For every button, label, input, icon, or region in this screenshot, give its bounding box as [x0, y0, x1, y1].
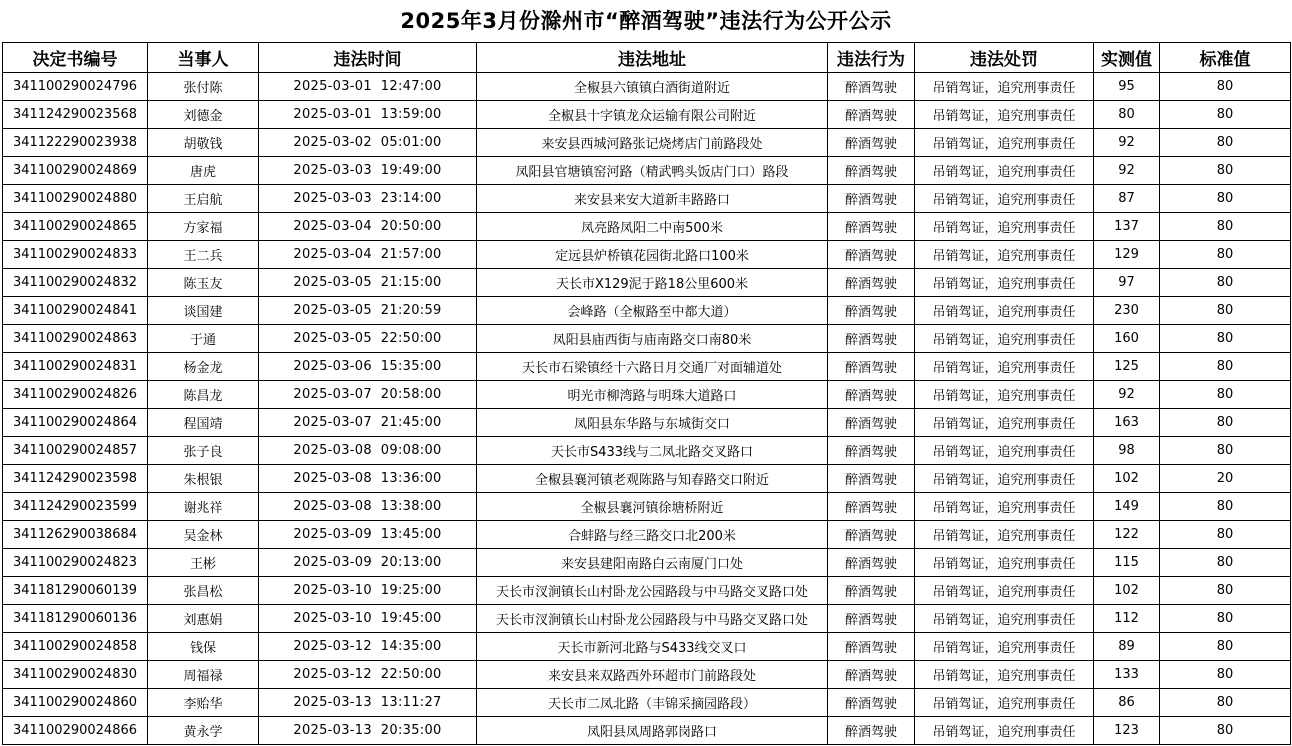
- cell-penalty: 吊销驾证，追究刑事责任: [915, 409, 1094, 437]
- cell-violation-time: 2025-03-03 23:14:00: [259, 185, 477, 213]
- cell-measured-value: 87: [1094, 185, 1160, 213]
- cell-violation-time: 2025-03-04 20:50:00: [259, 213, 477, 241]
- cell-standard-value: 80: [1160, 381, 1291, 409]
- cell-penalty: 吊销驾证，追究刑事责任: [915, 297, 1094, 325]
- cell-penalty: 吊销驾证，追究刑事责任: [915, 661, 1094, 689]
- cell-violation-time: 2025-03-03 19:49:00: [259, 157, 477, 185]
- cell-party: 张付陈: [148, 73, 259, 101]
- cell-party: 李贻华: [148, 689, 259, 717]
- cell-party: 刘德金: [148, 101, 259, 129]
- cell-standard-value: 80: [1160, 353, 1291, 381]
- cell-violation-time: 2025-03-08 09:08:00: [259, 437, 477, 465]
- cell-violation-act: 醉酒驾驶: [828, 717, 915, 745]
- cell-violation-address: 凤亮路凤阳二中南500米: [477, 213, 828, 241]
- cell-violation-address: 天长市S433线与二凤北路交叉路口: [477, 437, 828, 465]
- table-row: [3, 661, 1291, 689]
- cell-violation-time: 2025-03-05 22:50:00: [259, 325, 477, 353]
- cell-measured-value: 86: [1094, 689, 1160, 717]
- cell-measured-value: 160: [1094, 325, 1160, 353]
- cell-party: 吴金林: [148, 521, 259, 549]
- cell-penalty: 吊销驾证，追究刑事责任: [915, 353, 1094, 381]
- cell-measured-value: 89: [1094, 633, 1160, 661]
- cell-violation-time: 2025-03-04 21:57:00: [259, 241, 477, 269]
- cell-violation-time: 2025-03-02 05:01:00: [259, 129, 477, 157]
- cell-decision-number: 341100290024858: [3, 633, 148, 661]
- cell-standard-value: 80: [1160, 101, 1291, 129]
- cell-measured-value: 112: [1094, 605, 1160, 633]
- cell-violation-time: 2025-03-10 19:45:00: [259, 605, 477, 633]
- cell-violation-act: 醉酒驾驶: [828, 241, 915, 269]
- cell-decision-number: 341100290024863: [3, 325, 148, 353]
- cell-measured-value: 125: [1094, 353, 1160, 381]
- cell-violation-act: 醉酒驾驶: [828, 409, 915, 437]
- cell-party: 谢兆祥: [148, 493, 259, 521]
- cell-measured-value: 92: [1094, 129, 1160, 157]
- cell-measured-value: 92: [1094, 157, 1160, 185]
- cell-violation-address: 定远县炉桥镇花园街北路口100米: [477, 241, 828, 269]
- cell-standard-value: 80: [1160, 493, 1291, 521]
- cell-party: 张昌松: [148, 577, 259, 605]
- cell-violation-address: 凤阳县官塘镇窑河路（精武鸭头饭店门口）路段: [477, 157, 828, 185]
- cell-decision-number: 341100290024841: [3, 297, 148, 325]
- table-row: [3, 381, 1291, 409]
- cell-party: 谈国建: [148, 297, 259, 325]
- cell-party: 陈昌龙: [148, 381, 259, 409]
- cell-standard-value: 80: [1160, 269, 1291, 297]
- cell-decision-number: 341126290038684: [3, 521, 148, 549]
- cell-violation-address: 来安县来安大道新丰路路口: [477, 185, 828, 213]
- cell-violation-act: 醉酒驾驶: [828, 325, 915, 353]
- cell-violation-act: 醉酒驾驶: [828, 493, 915, 521]
- cell-standard-value: 80: [1160, 325, 1291, 353]
- table-row: [3, 73, 1291, 101]
- column-header-violation-address: 违法地址: [477, 43, 828, 73]
- cell-measured-value: 149: [1094, 493, 1160, 521]
- cell-violation-time: 2025-03-09 20:13:00: [259, 549, 477, 577]
- cell-penalty: 吊销驾证，追究刑事责任: [915, 437, 1094, 465]
- cell-penalty: 吊销驾证，追究刑事责任: [915, 101, 1094, 129]
- cell-violation-time: 2025-03-08 13:38:00: [259, 493, 477, 521]
- cell-violation-time: 2025-03-06 15:35:00: [259, 353, 477, 381]
- cell-party: 王启航: [148, 185, 259, 213]
- cell-violation-act: 醉酒驾驶: [828, 213, 915, 241]
- cell-standard-value: 80: [1160, 129, 1291, 157]
- table-row: [3, 101, 1291, 129]
- cell-standard-value: 80: [1160, 717, 1291, 745]
- cell-violation-time: 2025-03-12 14:35:00: [259, 633, 477, 661]
- cell-measured-value: 97: [1094, 269, 1160, 297]
- cell-violation-address: 天长市X129泥于路18公里600米: [477, 269, 828, 297]
- cell-violation-address: 全椒县六镇镇白酒街道附近: [477, 73, 828, 101]
- cell-measured-value: 129: [1094, 241, 1160, 269]
- table-row: [3, 633, 1291, 661]
- table-row: [3, 157, 1291, 185]
- cell-violation-address: 天长市二凤北路（丰锦采摘园路段）: [477, 689, 828, 717]
- cell-penalty: 吊销驾证，追究刑事责任: [915, 549, 1094, 577]
- cell-party: 刘惠娟: [148, 605, 259, 633]
- cell-violation-address: 来安县建阳南路白云南厦门口处: [477, 549, 828, 577]
- cell-measured-value: 123: [1094, 717, 1160, 745]
- cell-violation-time: 2025-03-13 13:11:27: [259, 689, 477, 717]
- cell-violation-act: 醉酒驾驶: [828, 73, 915, 101]
- cell-measured-value: 122: [1094, 521, 1160, 549]
- cell-violation-address: 天长市汊涧镇长山村卧龙公园路段与中马路交叉路口处: [477, 605, 828, 633]
- cell-violation-time: 2025-03-01 13:59:00: [259, 101, 477, 129]
- table-body: [3, 73, 1291, 745]
- cell-decision-number: 341181290060136: [3, 605, 148, 633]
- cell-standard-value: 80: [1160, 185, 1291, 213]
- cell-decision-number: 341100290024826: [3, 381, 148, 409]
- cell-violation-act: 醉酒驾驶: [828, 605, 915, 633]
- cell-standard-value: 80: [1160, 521, 1291, 549]
- cell-standard-value: 80: [1160, 437, 1291, 465]
- cell-standard-value: 20: [1160, 465, 1291, 493]
- column-header-penalty: 违法处罚: [915, 43, 1094, 73]
- cell-standard-value: 80: [1160, 241, 1291, 269]
- cell-violation-time: 2025-03-05 21:15:00: [259, 269, 477, 297]
- cell-violation-address: 凤阳县庙西街与庙南路交口南80米: [477, 325, 828, 353]
- cell-violation-address: 凤阳县凤周路郭岗路口: [477, 717, 828, 745]
- cell-violation-address: 全椒县十字镇龙众运输有限公司附近: [477, 101, 828, 129]
- cell-party: 方家福: [148, 213, 259, 241]
- cell-decision-number: 341124290023598: [3, 465, 148, 493]
- cell-standard-value: 80: [1160, 409, 1291, 437]
- cell-violation-act: 醉酒驾驶: [828, 185, 915, 213]
- column-header-measured-value: 实测值: [1094, 43, 1160, 73]
- cell-violation-act: 醉酒驾驶: [828, 157, 915, 185]
- cell-penalty: 吊销驾证，追究刑事责任: [915, 157, 1094, 185]
- cell-measured-value: 102: [1094, 577, 1160, 605]
- table-row: [3, 297, 1291, 325]
- cell-violation-time: 2025-03-12 22:50:00: [259, 661, 477, 689]
- cell-violation-act: 醉酒驾驶: [828, 129, 915, 157]
- table-row: [3, 129, 1291, 157]
- cell-violation-act: 醉酒驾驶: [828, 521, 915, 549]
- table-row: [3, 493, 1291, 521]
- cell-decision-number: 341100290024832: [3, 269, 148, 297]
- cell-standard-value: 80: [1160, 633, 1291, 661]
- table-row: [3, 605, 1291, 633]
- cell-penalty: 吊销驾证，追究刑事责任: [915, 241, 1094, 269]
- cell-measured-value: 230: [1094, 297, 1160, 325]
- cell-violation-act: 醉酒驾驶: [828, 577, 915, 605]
- cell-violation-address: 全椒县襄河镇徐塘桥附近: [477, 493, 828, 521]
- cell-measured-value: 133: [1094, 661, 1160, 689]
- cell-standard-value: 80: [1160, 605, 1291, 633]
- cell-violation-time: 2025-03-07 20:58:00: [259, 381, 477, 409]
- cell-standard-value: 80: [1160, 577, 1291, 605]
- cell-violation-address: 明光市柳湾路与明珠大道路口: [477, 381, 828, 409]
- column-header-party: 当事人: [148, 43, 259, 73]
- table-row: [3, 689, 1291, 717]
- cell-violation-address: 凤阳县东华路与东城街交口: [477, 409, 828, 437]
- cell-penalty: 吊销驾证，追究刑事责任: [915, 493, 1094, 521]
- cell-penalty: 吊销驾证，追究刑事责任: [915, 605, 1094, 633]
- cell-violation-time: 2025-03-09 13:45:00: [259, 521, 477, 549]
- cell-violation-address: 来安县西城河路张记烧烤店门前路段处: [477, 129, 828, 157]
- violations-table: [2, 42, 1291, 745]
- column-header-decision-number: 决定书编号: [3, 43, 148, 73]
- cell-penalty: 吊销驾证，追究刑事责任: [915, 73, 1094, 101]
- cell-penalty: 吊销驾证，追究刑事责任: [915, 633, 1094, 661]
- cell-standard-value: 80: [1160, 157, 1291, 185]
- cell-violation-address: 天长市石梁镇经十六路日月交通厂对面辅道处: [477, 353, 828, 381]
- cell-decision-number: 341100290024796: [3, 73, 148, 101]
- cell-penalty: 吊销驾证，追究刑事责任: [915, 185, 1094, 213]
- cell-decision-number: 341122290023938: [3, 129, 148, 157]
- table-row: [3, 353, 1291, 381]
- cell-violation-time: 2025-03-13 20:35:00: [259, 717, 477, 745]
- cell-decision-number: 341100290024880: [3, 185, 148, 213]
- sheet-title: 2025年3月份滁州市“醉酒驾驶”违法行为公开公示: [400, 9, 892, 33]
- cell-decision-number: 341124290023599: [3, 493, 148, 521]
- cell-party: 程国靖: [148, 409, 259, 437]
- cell-violation-act: 醉酒驾驶: [828, 689, 915, 717]
- table-row: [3, 241, 1291, 269]
- column-header-standard-value: 标准值: [1160, 43, 1291, 73]
- cell-decision-number: 341100290024865: [3, 213, 148, 241]
- cell-decision-number: 341100290024864: [3, 409, 148, 437]
- cell-party: 周福禄: [148, 661, 259, 689]
- cell-decision-number: 341181290060139: [3, 577, 148, 605]
- table-row: [3, 717, 1291, 745]
- cell-violation-time: 2025-03-08 13:36:00: [259, 465, 477, 493]
- cell-standard-value: 80: [1160, 213, 1291, 241]
- cell-decision-number: 341100290024857: [3, 437, 148, 465]
- cell-standard-value: 80: [1160, 661, 1291, 689]
- cell-violation-act: 醉酒驾驶: [828, 661, 915, 689]
- cell-measured-value: 95: [1094, 73, 1160, 101]
- cell-decision-number: 341100290024866: [3, 717, 148, 745]
- cell-measured-value: 137: [1094, 213, 1160, 241]
- cell-violation-act: 醉酒驾驶: [828, 549, 915, 577]
- cell-party: 钱保: [148, 633, 259, 661]
- cell-decision-number: 341100290024823: [3, 549, 148, 577]
- table-row: [3, 409, 1291, 437]
- cell-penalty: 吊销驾证，追究刑事责任: [915, 465, 1094, 493]
- cell-penalty: 吊销驾证，追究刑事责任: [915, 269, 1094, 297]
- cell-violation-act: 醉酒驾驶: [828, 465, 915, 493]
- table-row: [3, 577, 1291, 605]
- cell-party: 王彬: [148, 549, 259, 577]
- cell-violation-act: 醉酒驾驶: [828, 297, 915, 325]
- cell-violation-act: 醉酒驾驶: [828, 269, 915, 297]
- cell-violation-address: 天长市新河北路与S433线交叉口: [477, 633, 828, 661]
- cell-party: 于通: [148, 325, 259, 353]
- cell-decision-number: 341100290024833: [3, 241, 148, 269]
- cell-violation-time: 2025-03-01 12:47:00: [259, 73, 477, 101]
- cell-measured-value: 163: [1094, 409, 1160, 437]
- column-header-violation-time: 违法时间: [259, 43, 477, 73]
- cell-measured-value: 98: [1094, 437, 1160, 465]
- cell-party: 胡敬钱: [148, 129, 259, 157]
- table-row: [3, 549, 1291, 577]
- cell-violation-time: 2025-03-05 21:20:59: [259, 297, 477, 325]
- cell-violation-address: 天长市汊涧镇长山村卧龙公园路段与中马路交叉路口处: [477, 577, 828, 605]
- header-row: [3, 43, 1291, 73]
- cell-violation-address: 来安县来双路西外环超市门前路段处: [477, 661, 828, 689]
- cell-party: 张子良: [148, 437, 259, 465]
- table-row: [3, 213, 1291, 241]
- cell-violation-address: 会峰路（全椒路至中都大道）: [477, 297, 828, 325]
- cell-measured-value: 102: [1094, 465, 1160, 493]
- cell-standard-value: 80: [1160, 689, 1291, 717]
- cell-party: 杨金龙: [148, 353, 259, 381]
- cell-decision-number: 341100290024860: [3, 689, 148, 717]
- cell-measured-value: 115: [1094, 549, 1160, 577]
- cell-violation-act: 醉酒驾驶: [828, 381, 915, 409]
- cell-violation-address: 全椒县襄河镇老观陈路与知春路交口附近: [477, 465, 828, 493]
- table-row: [3, 325, 1291, 353]
- column-header-violation-act: 违法行为: [828, 43, 915, 73]
- cell-penalty: 吊销驾证，追究刑事责任: [915, 689, 1094, 717]
- table-row: [3, 185, 1291, 213]
- cell-standard-value: 80: [1160, 73, 1291, 101]
- cell-penalty: 吊销驾证，追究刑事责任: [915, 521, 1094, 549]
- cell-party: 唐虎: [148, 157, 259, 185]
- cell-violation-time: 2025-03-07 21:45:00: [259, 409, 477, 437]
- cell-measured-value: 92: [1094, 381, 1160, 409]
- cell-violation-time: 2025-03-10 19:25:00: [259, 577, 477, 605]
- cell-measured-value: 80: [1094, 101, 1160, 129]
- cell-violation-address: 合蚌路与经三路交口北200米: [477, 521, 828, 549]
- cell-decision-number: 341100290024830: [3, 661, 148, 689]
- table-row: [3, 521, 1291, 549]
- cell-party: 黄永学: [148, 717, 259, 745]
- cell-decision-number: 341124290023568: [3, 101, 148, 129]
- table-row: [3, 269, 1291, 297]
- cell-penalty: 吊销驾证，追究刑事责任: [915, 325, 1094, 353]
- cell-penalty: 吊销驾证，追究刑事责任: [915, 213, 1094, 241]
- cell-penalty: 吊销驾证，追究刑事责任: [915, 381, 1094, 409]
- table-row: [3, 437, 1291, 465]
- cell-decision-number: 341100290024831: [3, 353, 148, 381]
- cell-penalty: 吊销驾证，追究刑事责任: [915, 577, 1094, 605]
- cell-violation-act: 醉酒驾驶: [828, 437, 915, 465]
- cell-standard-value: 80: [1160, 549, 1291, 577]
- cell-violation-act: 醉酒驾驶: [828, 353, 915, 381]
- table-row: [3, 465, 1291, 493]
- cell-party: 陈玉友: [148, 269, 259, 297]
- cell-violation-act: 醉酒驾驶: [828, 101, 915, 129]
- cell-standard-value: 80: [1160, 297, 1291, 325]
- cell-decision-number: 341100290024869: [3, 157, 148, 185]
- cell-violation-act: 醉酒驾驶: [828, 633, 915, 661]
- cell-penalty: 吊销驾证，追究刑事责任: [915, 129, 1094, 157]
- cell-party: 王二兵: [148, 241, 259, 269]
- cell-penalty: 吊销驾证，追究刑事责任: [915, 717, 1094, 745]
- cell-party: 朱根银: [148, 465, 259, 493]
